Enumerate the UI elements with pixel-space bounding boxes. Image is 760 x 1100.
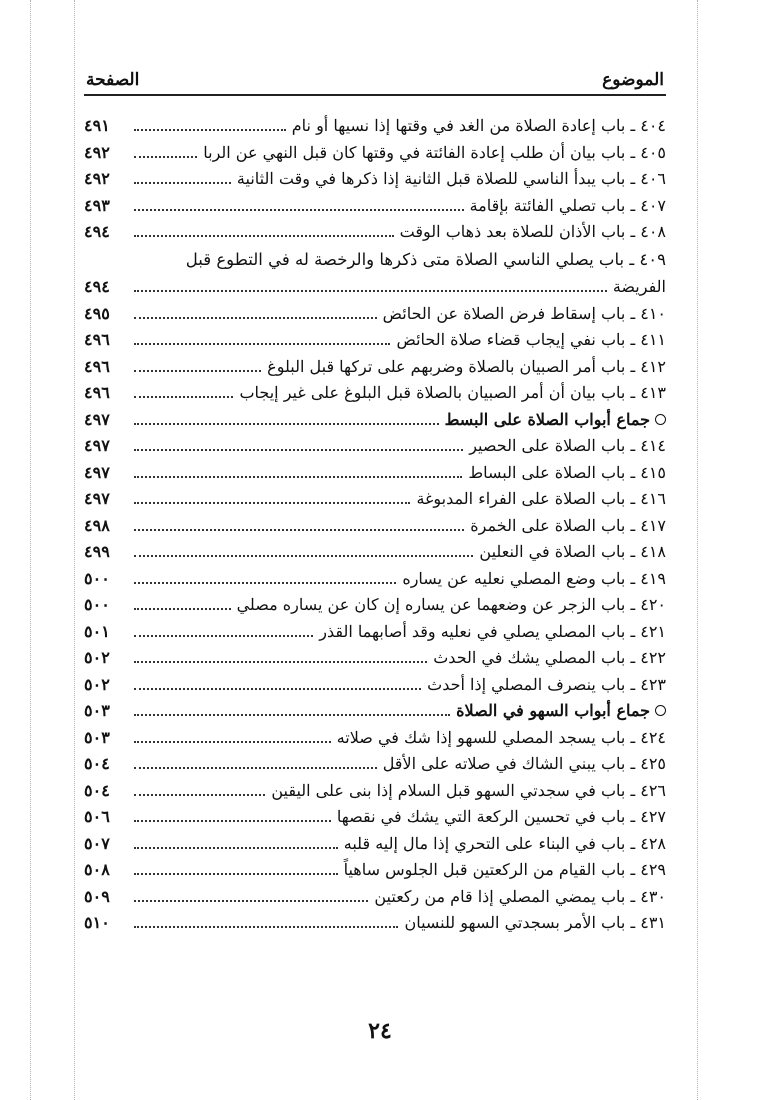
toc-entry (84, 539, 666, 566)
entry-title: ٤١٨ ـ باب الصلاة في النعلين (479, 542, 666, 561)
toc-entry (84, 910, 666, 937)
entry-title: ٤٢٣ ـ باب ينصرف المصلي إذا أحدث (427, 674, 666, 694)
dot-leader (134, 900, 368, 902)
entry-title: ٤١٢ ـ باب أمر الصبيان بالصلاة وضربهم على تركها قبل البلوغ (267, 356, 666, 376)
entry-page-number: ٤٩٨ (84, 515, 110, 535)
toc-entry (84, 884, 666, 911)
toc-entry (84, 301, 666, 328)
dot-leader (134, 767, 377, 769)
dot-leader (134, 714, 450, 716)
toc-entry (84, 804, 666, 831)
entry-title: ٤٠٥ ـ باب بيان أن طلب إعادة الفائتة في وقتها كان قبل النهي عن الربا (203, 142, 666, 162)
dot-leader (134, 396, 233, 398)
entry-title: ٤٣١ ـ باب الأمر بسجدتي السهو للنسيان (404, 913, 666, 932)
entry-title: ٤١٦ ـ باب الصلاة على الفراء المدبوغة (416, 489, 666, 508)
margin-rule (74, 0, 75, 1100)
dot-leader (134, 926, 398, 928)
entry-title-continued: الفريضة (612, 276, 666, 296)
entry-page-number: ٥٠٤ (84, 754, 110, 773)
dot-leader (134, 182, 231, 184)
toc-entry (84, 751, 666, 778)
circle-bullet-icon (655, 705, 666, 716)
toc-entry (84, 354, 666, 381)
toc-entry (84, 672, 666, 699)
toc-entry (84, 486, 666, 513)
toc-entry (84, 433, 666, 460)
dot-leader (134, 820, 331, 822)
entry-page-number: ٤٩٢ (84, 169, 110, 188)
entry-title: ٤٢٦ ـ باب في سجدتي السهو قبل السلام إذا بنى على اليقين (271, 780, 666, 800)
entry-page-number: ٤٩٤ (84, 222, 110, 241)
dot-leader (134, 794, 265, 796)
entry-page-number: ٤٩٣ (84, 195, 110, 215)
dot-leader (134, 873, 338, 875)
entry-page-number: ٤٩٧ (84, 462, 110, 482)
dot-leader (134, 423, 439, 425)
toc-entry (84, 645, 666, 672)
entry-page-number: ٤٩٥ (84, 303, 110, 323)
dot-leader (134, 582, 396, 584)
dot-leader (134, 129, 286, 131)
toc-entry (84, 513, 666, 540)
entry-title: ٤٠٦ ـ باب يبدأ الناسي للصلاة قبل الثانية إذا ذكرها في وقت الثانية (236, 169, 666, 188)
table-of-contents (84, 113, 666, 937)
dot-leader (134, 156, 197, 158)
section-title: جماع أبواب الصلاة على البسط (444, 409, 650, 429)
entry-title: ٤١١ ـ باب نفي إيجاب قضاء صلاة الحائض (396, 330, 666, 349)
entry-page-number: ٥٠٠ (84, 568, 110, 588)
dot-leader (134, 847, 338, 849)
entry-title: ٤١٠ ـ باب إسقاط فرض الصلاة عن الحائض (382, 303, 666, 323)
dot-leader (134, 502, 410, 504)
entry-title: ٤٢٤ ـ باب يسجد المصلي للسهو إذا شك في صلاته (336, 727, 666, 747)
entry-page-number: ٥٠٤ (84, 780, 110, 800)
entry-title: ٤٠٧ ـ باب تصلي الفائتة بإقامة (469, 195, 666, 215)
toc-entry (84, 219, 666, 246)
entry-page-number: ٥٠٨ (84, 860, 110, 879)
entry-title: ٤٢٧ ـ باب في تحسين الركعة التي يشك في نقصها (336, 807, 666, 826)
entry-page-number: ٤٩٩ (84, 542, 110, 561)
entry-page-number: ٥٠٢ (84, 674, 110, 694)
entry-title: ٤٢٢ ـ باب المصلي يشك في الحدث (433, 648, 666, 667)
entry-page-number: ٤٩٤ (84, 276, 110, 296)
margin-rule (697, 0, 698, 1100)
dot-leader (134, 235, 394, 237)
toc-entry (84, 566, 666, 593)
entry-page-number: ٤٩٦ (84, 356, 110, 376)
entry-title: ٤٠٩ ـ باب يصلي الناسي الصلاة متى ذكرها والرخصة له في التطوع قبل (185, 249, 666, 269)
toc-entry (84, 619, 666, 646)
dot-leader (134, 635, 313, 637)
entry-page-number: ٤٩٧ (84, 489, 110, 508)
toc-entry (84, 778, 666, 805)
entry-page-number: ٤٩٦ (84, 383, 110, 402)
entry-page-number: ٥٠٩ (84, 886, 110, 906)
entry-page-number: ٤٩١ (84, 116, 110, 135)
page-number: ٢٤ (368, 1018, 392, 1044)
section-heading (84, 407, 666, 434)
toc-entry (84, 246, 666, 301)
dot-leader (134, 449, 463, 451)
entry-page-number: ٤٩٧ (84, 409, 110, 429)
dot-leader (134, 343, 390, 345)
toc-entry (84, 725, 666, 752)
entry-title: ٤٢٨ ـ باب في البناء على التحري إذا مال إليه قلبه (343, 833, 666, 853)
entry-title: ٤١٤ ـ باب الصلاة على الحصير (469, 436, 666, 455)
entry-page-number: ٥٠٣ (84, 727, 110, 747)
dot-leader (134, 529, 464, 531)
section-heading (84, 698, 666, 725)
entry-page-number: ٥٠٢ (84, 648, 110, 667)
entry-page-number: ٥١٠ (84, 913, 110, 932)
toc-entry (84, 857, 666, 884)
entry-title: ٤١٣ ـ باب بيان أن أمر الصبيان بالصلاة قبل البلوغ على غير إيجاب (239, 383, 666, 402)
dot-leader (134, 476, 462, 478)
circle-bullet-icon (655, 414, 666, 425)
entry-page-number: ٤٩٦ (84, 330, 110, 349)
toc-entry (84, 140, 666, 167)
entry-page-number: ٥٠٧ (84, 833, 110, 853)
toc-entry (84, 193, 666, 220)
dot-leader (134, 688, 421, 690)
toc-entry (84, 460, 666, 487)
entry-title: ٤٢٩ ـ باب القيام من الركعتين قبل الجلوس ساهياً (343, 860, 666, 879)
dot-leader (134, 317, 377, 319)
entry-page-number: ٤٩٧ (84, 436, 110, 455)
entry-page-number: ٤٩٢ (84, 142, 110, 162)
section-title: جماع أبواب السهو في الصلاة (456, 701, 650, 720)
entry-title: ٤٢٥ ـ باب يبني الشاك في صلاته على الأقل (382, 754, 666, 773)
table-header (84, 66, 666, 96)
page-column-label: الصفحة (86, 70, 140, 90)
dot-leader (134, 741, 331, 743)
entry-title: ٤٠٤ ـ باب إعادة الصلاة من الغد في وقتها إذا نسيها أو نام (291, 116, 666, 135)
entry-title: ٤١٥ ـ باب الصلاة على البساط (468, 462, 666, 482)
dot-leader (134, 661, 427, 663)
dot-leader (134, 290, 607, 292)
entry-page-number: ٥٠٣ (84, 701, 110, 720)
toc-entry (84, 380, 666, 407)
entry-title: ٤٠٨ ـ باب الأذان للصلاة بعد ذهاب الوقت (399, 222, 666, 241)
toc-entry (84, 831, 666, 858)
entry-title: ٤٣٠ ـ باب يمضي المصلي إذا قام من ركعتين (374, 886, 666, 906)
entry-page-number: ٥٠٦ (84, 807, 110, 826)
toc-entry (84, 166, 666, 193)
entry-page-number: ٥٠٠ (84, 595, 110, 614)
entry-title: ٤١٧ ـ باب الصلاة على الخمرة (470, 515, 666, 535)
dot-leader (134, 608, 231, 610)
topic-column-label: الموضوع (602, 70, 664, 90)
dot-leader (134, 209, 464, 211)
toc-entry (84, 327, 666, 354)
entry-title: ٤٢٠ ـ باب الزجر عن وضعهما عن يساره إن كان عن يساره مصلي (236, 595, 666, 614)
toc-entry (84, 113, 666, 140)
dot-leader (134, 370, 261, 372)
entry-title: ٤٢١ ـ باب المصلي يصلي في نعليه وقد أصابهما القذر (319, 621, 666, 641)
entry-page-number: ٥٠١ (84, 621, 110, 641)
toc-entry (84, 592, 666, 619)
entry-title: ٤١٩ ـ باب وضع المصلي نعليه عن يساره (402, 568, 666, 588)
dot-leader (134, 555, 473, 557)
margin-rule (30, 0, 31, 1100)
